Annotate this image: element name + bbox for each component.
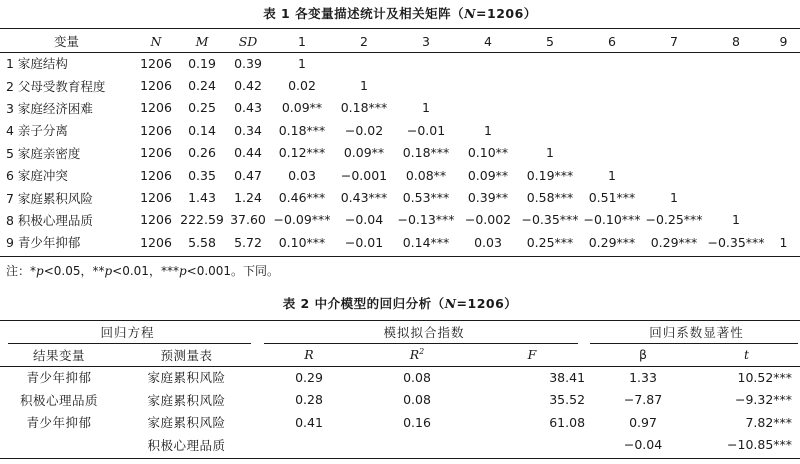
table2-header-outcome: 结果变量 <box>32 347 85 363</box>
table1-cell-r2: 0.18*** <box>340 100 388 116</box>
table1-cell-variable: 8 积极心理品质 <box>6 212 93 228</box>
table1-cell-r5 <box>519 97 581 119</box>
table1-header-col-2: 2 <box>360 33 368 49</box>
table1-cell-r5 <box>519 119 581 141</box>
table2-cell-f: 35.52 <box>549 392 586 408</box>
table1-row <box>0 209 800 231</box>
table1-header-col-5: 5 <box>546 33 554 49</box>
r2-base: R <box>409 347 420 363</box>
table2-cell-r: 0.41 <box>295 414 323 430</box>
table1-cell-sd: 0.39 <box>234 55 262 71</box>
table1-cell-variable: 7 家庭累积风险 <box>6 190 93 206</box>
table1-cell-r3: 0.18*** <box>402 145 450 161</box>
table1-cell-m: 0.19 <box>188 55 216 71</box>
table1-cell-r2: 0.43*** <box>340 190 388 206</box>
table1-note <box>6 262 279 279</box>
table1-cell-variable: 9 青少年抑郁 <box>6 235 81 251</box>
table2-cell-f: 61.08 <box>549 414 586 430</box>
table2-cell-r: 0.28 <box>295 392 323 408</box>
note-prefix: 注：* <box>6 264 37 278</box>
table2-row <box>0 389 800 412</box>
table1-cell-r8 <box>705 142 767 164</box>
table2-caption-n: N <box>444 296 457 311</box>
table1-cell-r4: −0.002 <box>464 212 512 228</box>
table1-cell-r9 <box>767 119 800 141</box>
table2-subheader-row <box>0 344 800 367</box>
table1-cell-r4: 0.03 <box>474 234 502 250</box>
table1-cell-r8: −0.35*** <box>707 234 765 250</box>
table1-cell-r6 <box>581 119 643 141</box>
table1-cell-r2: −0.001 <box>340 167 388 183</box>
table1-caption-suffix: =1206） <box>476 6 537 21</box>
table2-cell-r2 <box>363 434 471 457</box>
table1-cell-r1: 0.09** <box>281 100 323 116</box>
table1-cell-n: 1206 <box>140 212 172 228</box>
table1-cell-r3: 0.14*** <box>402 234 450 250</box>
table1-cell-r4: 1 <box>484 122 492 138</box>
table1-cell-r3: 1 <box>422 100 430 116</box>
table1-header-col-8: 8 <box>732 33 740 49</box>
table2-cell-outcome: 青少年抑郁 <box>26 370 92 386</box>
table1-caption-prefix: 表 1 各变量描述统计及相关矩阵（ <box>263 6 465 21</box>
table1-cell-r7 <box>643 74 705 96</box>
table2-group-significance: 回归系数显著性 <box>649 325 744 341</box>
table1-cell-n: 1206 <box>140 145 172 161</box>
table1-cell-r2: −0.04 <box>344 212 384 228</box>
table1-cell-sd: 5.72 <box>234 234 262 250</box>
table1-cell-r5 <box>519 74 581 96</box>
note-t2: <0.01，*** <box>112 264 179 278</box>
table1-cell-r8 <box>705 52 767 74</box>
table1-cell-r1: 0.46*** <box>278 190 326 206</box>
table1-cell-r4 <box>457 97 519 119</box>
table1-cell-r9 <box>767 74 800 96</box>
table1-cell-variable: 3 家庭经济困难 <box>6 100 93 116</box>
table2-row <box>0 366 800 389</box>
table2-cell-predictor: 家庭累积风险 <box>147 392 226 408</box>
table1-cell-r1: 0.02 <box>288 78 316 94</box>
table1-cell-n: 1206 <box>140 234 172 250</box>
table1-cell-m: 5.58 <box>188 234 216 250</box>
table2-header-beta: β <box>639 347 648 363</box>
table2-cell-predictor: 家庭累积风险 <box>147 370 226 386</box>
table1 <box>0 30 800 254</box>
table1-cell-r4 <box>457 74 519 96</box>
table1-cell-r5 <box>519 52 581 74</box>
table2-caption-prefix: 表 2 中介模型的回归分析（ <box>282 296 445 311</box>
note-t1: <0.05，** <box>43 264 105 278</box>
table1-cell-r7 <box>643 52 705 74</box>
table1-cell-r5: 0.19*** <box>526 167 574 183</box>
table2-cell-t: 7.82*** <box>745 414 793 430</box>
table1-cell-sd: 1.24 <box>234 190 262 206</box>
table1-cell-r8: 1 <box>732 212 740 228</box>
table2-cell-t: 10.52*** <box>737 369 793 385</box>
table1-cell-r2: −0.01 <box>344 234 384 250</box>
table1-cell-m: 0.26 <box>188 145 216 161</box>
table1-row <box>0 142 800 164</box>
table1-cell-r2: −0.02 <box>344 122 384 138</box>
table1-cell-r9: 1 <box>779 234 788 250</box>
table1-cell-r6 <box>581 97 643 119</box>
table2-cell-r <box>255 434 363 457</box>
table1-cell-r8 <box>705 164 767 186</box>
table1-cell-sd: 0.42 <box>234 78 262 94</box>
table1-cell-r9 <box>767 164 800 186</box>
table2 <box>0 321 800 456</box>
table1-cell-r3 <box>395 52 457 74</box>
table1-cell-sd: 0.44 <box>234 145 262 161</box>
table1-cell-r5: −0.35*** <box>521 212 579 228</box>
table2-caption <box>0 294 800 312</box>
table1-row <box>0 186 800 208</box>
table1-cell-variable: 1 家庭结构 <box>6 56 68 72</box>
table2-row <box>0 434 800 457</box>
table1-header-col-3: 3 <box>422 33 430 49</box>
table1-header-col-1: 1 <box>298 33 306 49</box>
table1-cell-r3: −0.13*** <box>397 212 455 228</box>
table2-cell-outcome: 青少年抑郁 <box>26 415 92 431</box>
table1-cell-r6 <box>581 52 643 74</box>
table1-cell-r8 <box>705 74 767 96</box>
table1-cell-n: 1206 <box>140 55 172 71</box>
table2-cell-r2: 0.16 <box>403 414 431 430</box>
table2-header-predictor: 预测量表 <box>160 347 213 363</box>
table1-cell-r6 <box>581 142 643 164</box>
table1-cell-r6 <box>581 74 643 96</box>
table1-cell-r5: 0.58*** <box>526 190 574 206</box>
note-p1: p <box>36 264 44 278</box>
table1-cell-r3 <box>395 74 457 96</box>
table1-cell-r7: −0.25*** <box>645 212 703 228</box>
table1-cell-sd: 37.60 <box>230 212 266 228</box>
table2-cell-f: 38.41 <box>549 369 586 385</box>
table1-cell-m: 0.25 <box>188 100 216 116</box>
table1-cell-r6: 0.29*** <box>588 234 636 250</box>
table1-cell-m: 0.35 <box>188 167 216 183</box>
table1-cell-r6: 1 <box>608 167 616 183</box>
table2-header-r2 <box>363 344 471 367</box>
table1-cell-r9 <box>767 52 800 74</box>
table1-cell-r7: 0.29*** <box>650 234 698 250</box>
table1-cell-n: 1206 <box>140 78 172 94</box>
r2-sup: 2 <box>419 347 425 357</box>
table2-cell-f <box>471 434 593 457</box>
note-t3: <0.001。下同。 <box>186 264 280 278</box>
table1-caption-n: N <box>464 6 477 21</box>
table1-cell-variable: 4 亲子分离 <box>6 123 68 139</box>
table2-header-t: t <box>744 347 750 363</box>
table1-cell-r4: 0.09** <box>467 167 509 183</box>
table1-cell-r6: 0.51*** <box>588 190 636 206</box>
table1-header-col-4: 4 <box>484 33 492 49</box>
table1-cell-variable: 5 家庭亲密度 <box>6 145 81 161</box>
table1-cell-r4: 0.10** <box>467 145 509 161</box>
table1-row <box>0 52 800 74</box>
table1-cell-r9 <box>767 142 800 164</box>
table2-bottom-rule <box>0 458 800 459</box>
table2-cell-predictor: 家庭累积风险 <box>147 415 226 431</box>
table1-cell-r1: −0.09*** <box>273 212 331 228</box>
table1-cell-r2: 0.09** <box>343 145 385 161</box>
table2-row <box>0 411 800 434</box>
table1-cell-m: 0.24 <box>188 78 216 94</box>
table1-cell-sd: 0.47 <box>234 167 262 183</box>
table2-cell-beta: 1.33 <box>629 369 657 385</box>
table2-cell-beta: −7.87 <box>623 392 663 408</box>
note-p2: p <box>104 264 113 278</box>
table1-body <box>0 52 800 254</box>
table1-row <box>0 231 800 253</box>
table1-cell-r1: 0.18*** <box>278 122 326 138</box>
table2-body <box>0 366 800 456</box>
table2-cell-t: −9.32*** <box>734 392 793 408</box>
table1-cell-variable: 2 父母受教育程度 <box>6 78 106 94</box>
table1-row <box>0 164 800 186</box>
table2-header-r: R <box>304 347 314 363</box>
table1-header-col-6: 6 <box>608 33 616 49</box>
table1-cell-variable: 6 家庭冲突 <box>6 168 68 184</box>
table1-cell-r3: 0.53*** <box>402 190 450 206</box>
table1-header-m: M <box>195 33 209 49</box>
table1-cell-r1: 0.10*** <box>278 234 326 250</box>
table2-cell-t: −10.85*** <box>727 437 793 453</box>
table2-cell-r2: 0.08 <box>403 392 431 408</box>
table2-header-f: F <box>527 347 537 363</box>
table1-cell-m: 222.59 <box>180 212 224 228</box>
table2-cell-r: 0.29 <box>295 369 323 385</box>
table1-cell-r2: 1 <box>360 78 368 94</box>
table1-cell-r8 <box>705 186 767 208</box>
table2-group-equation: 回归方程 <box>100 325 155 341</box>
note-p3: p <box>178 264 187 278</box>
table1-cell-m: 1.43 <box>188 190 216 206</box>
table1-cell-r6: −0.10*** <box>583 212 641 228</box>
table2-cell-beta: −0.04 <box>623 437 663 453</box>
table1-cell-r3: 0.08** <box>405 167 447 183</box>
table2-cell-outcome <box>0 434 118 457</box>
table1-row <box>0 97 800 119</box>
table1-cell-r7 <box>643 164 705 186</box>
table1-cell-r5: 1 <box>546 145 554 161</box>
table1-cell-r7 <box>643 119 705 141</box>
table1-cell-r1: 0.12*** <box>278 145 326 161</box>
table1-cell-n: 1206 <box>140 122 172 138</box>
table1-cell-n: 1206 <box>140 190 172 206</box>
table1-top-rule <box>0 28 800 29</box>
table1-cell-r9 <box>767 97 800 119</box>
table2-cell-beta: 0.97 <box>629 414 657 430</box>
table1-row <box>0 119 800 141</box>
table1-header-sd: SD <box>238 33 258 49</box>
table2-cell-predictor: 积极心理品质 <box>147 437 226 453</box>
table1-header-row <box>0 30 800 52</box>
table1-cell-r7 <box>643 142 705 164</box>
table1-cell-sd: 0.43 <box>234 100 262 116</box>
table1-header-col-7: 7 <box>670 33 678 49</box>
table1-cell-r1: 1 <box>298 55 306 71</box>
table1-cell-m: 0.14 <box>188 122 216 138</box>
table1-cell-r9 <box>767 186 800 208</box>
table1-cell-n: 1206 <box>140 100 172 116</box>
table1-cell-r1: 0.03 <box>288 167 316 183</box>
table2-cell-r2: 0.08 <box>403 369 431 385</box>
table1-cell-sd: 0.34 <box>234 122 262 138</box>
table1-cell-r8 <box>705 119 767 141</box>
table1-cell-r4: 0.39** <box>467 190 509 206</box>
table2-group-fit: 模拟拟合指数 <box>383 325 465 341</box>
table1-header-n: N <box>150 33 162 49</box>
table1-cell-r3: −0.01 <box>406 122 446 138</box>
table1-cell-r5: 0.25*** <box>526 234 574 250</box>
table1-header-variable: 变量 <box>53 34 79 49</box>
table1-header-col-9: 9 <box>779 33 788 49</box>
table1-bottom-rule <box>0 256 800 257</box>
table1-cell-r9 <box>767 209 800 231</box>
table1-row <box>0 74 800 96</box>
table2-group-row <box>0 321 800 344</box>
table1-cell-r2 <box>333 52 395 74</box>
table2-caption-suffix: =1206） <box>456 296 518 311</box>
table1-cell-n: 1206 <box>140 167 172 183</box>
table2-cell-outcome: 积极心理品质 <box>19 392 98 408</box>
table1-caption <box>0 4 800 22</box>
table1-cell-r7: 1 <box>670 190 678 206</box>
table1-cell-r8 <box>705 97 767 119</box>
table1-cell-r7 <box>643 97 705 119</box>
table1-cell-r4 <box>457 52 519 74</box>
